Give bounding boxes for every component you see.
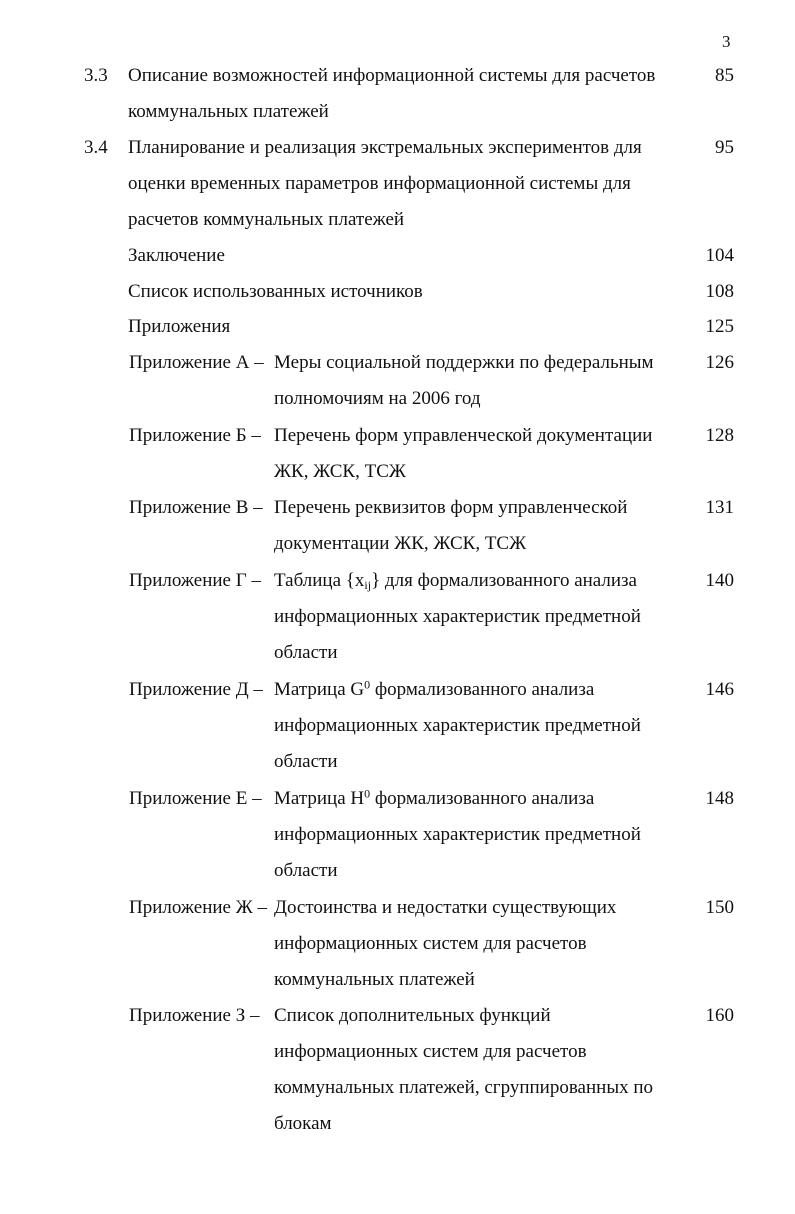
toc-entry-references: [0, 274, 795, 310]
toc-appendix-zh: [0, 890, 795, 998]
title-text: Матрица H: [274, 788, 365, 809]
toc-entry-appendices: [0, 309, 795, 345]
page-ref: 128: [705, 425, 734, 446]
title-text: формализованного анализа: [370, 788, 595, 809]
title-line: информационных систем для расчетов: [274, 933, 587, 954]
toc-entry-3-3: [0, 58, 795, 130]
page-ref: 108: [705, 281, 734, 302]
appendix-label: Приложение Б –: [129, 425, 261, 446]
page-ref: 150: [705, 897, 734, 918]
title-line: Список дополнительных функций: [274, 1005, 551, 1026]
title-line: коммунальных платежей: [128, 101, 329, 122]
title-line: блокам: [274, 1113, 332, 1134]
title-line: коммунальных платежей, сгруппированных по: [274, 1077, 654, 1098]
section-number: 3.4: [84, 137, 108, 158]
title-line: [274, 672, 594, 708]
title-line: расчетов коммунальных платежей: [128, 209, 405, 230]
title-line: Перечень форм управленческой документации: [274, 425, 653, 446]
title-line: информационных характеристик предметной: [274, 715, 641, 736]
title-line: Достоинства и недостатки существующих: [274, 897, 617, 918]
page-ref: 131: [705, 497, 734, 518]
title-line: области: [274, 642, 338, 663]
title-line: Планирование и реализация экстремальных экспериментов для: [128, 137, 642, 158]
title-line: оценки временных параметров информационной системы для: [128, 173, 631, 194]
page-number: 3: [722, 32, 731, 51]
appendix-label: Приложение Г –: [129, 570, 261, 591]
title-line: информационных систем для расчетов: [274, 1041, 587, 1062]
entry-title: Заключение: [128, 245, 225, 266]
title-text: формализованного анализа: [370, 679, 595, 700]
toc-appendix-z: [0, 998, 795, 1142]
page-ref: 146: [705, 679, 734, 700]
toc-appendix-e: [0, 781, 795, 889]
toc-appendix-v: [0, 490, 795, 562]
title-line: области: [274, 751, 338, 772]
toc-appendix-a: [0, 345, 795, 417]
appendix-label: Приложение Е –: [129, 788, 262, 809]
entry-title: Приложения: [128, 316, 231, 337]
page-ref: 85: [715, 65, 734, 86]
title-line: информационных характеристик предметной: [274, 606, 641, 627]
toc-appendix-b: [0, 418, 795, 490]
superscript: 0: [364, 677, 371, 692]
title-line: Описание возможностей информационной системы для расчетов: [128, 65, 656, 86]
page-ref: 95: [715, 137, 734, 158]
toc-entry-conclusion: [0, 238, 795, 274]
title-line: области: [274, 860, 338, 881]
appendix-label: Приложение А –: [129, 352, 264, 373]
title-text: Матрица G: [274, 679, 365, 700]
title-line: документации ЖК, ЖСК, ТСЖ: [274, 533, 527, 554]
title-line: Перечень реквизитов форм управленческой: [274, 497, 628, 518]
entry-title: Список использованных источников: [128, 281, 423, 302]
title-text: } для формализованного анализа: [371, 570, 637, 591]
toc-appendix-d: [0, 672, 795, 780]
title-line: коммунальных платежей: [274, 969, 475, 990]
toc-appendix-g: [0, 563, 795, 671]
superscript: 0: [364, 786, 371, 801]
toc-entry-3-4: [0, 130, 795, 238]
section-title: [128, 130, 688, 238]
section-number: 3.3: [84, 65, 108, 86]
title-line: информационных характеристик предметной: [274, 824, 641, 845]
title-line: полномочиям на 2006 год: [274, 388, 481, 409]
title-line: Меры социальной поддержки по федеральным: [274, 352, 654, 373]
page-ref: 140: [705, 570, 734, 591]
title-line: [274, 781, 594, 817]
appendix-label: Приложение З –: [129, 1005, 260, 1026]
title-line: ЖК, ЖСК, ТСЖ: [274, 461, 406, 482]
subscript: ij: [364, 578, 372, 592]
section-title: [128, 58, 688, 130]
page-ref: 104: [705, 245, 734, 266]
page-ref: 160: [705, 1005, 734, 1026]
appendix-label: Приложение Ж –: [129, 897, 268, 918]
page-ref: 125: [705, 316, 734, 337]
appendix-label: Приложение Д –: [129, 679, 263, 700]
title-line: [274, 563, 637, 599]
appendix-label: Приложение В –: [129, 497, 263, 518]
page-ref: 148: [705, 788, 734, 809]
title-text: Таблица {x: [274, 570, 365, 591]
page-ref: 126: [705, 352, 734, 373]
